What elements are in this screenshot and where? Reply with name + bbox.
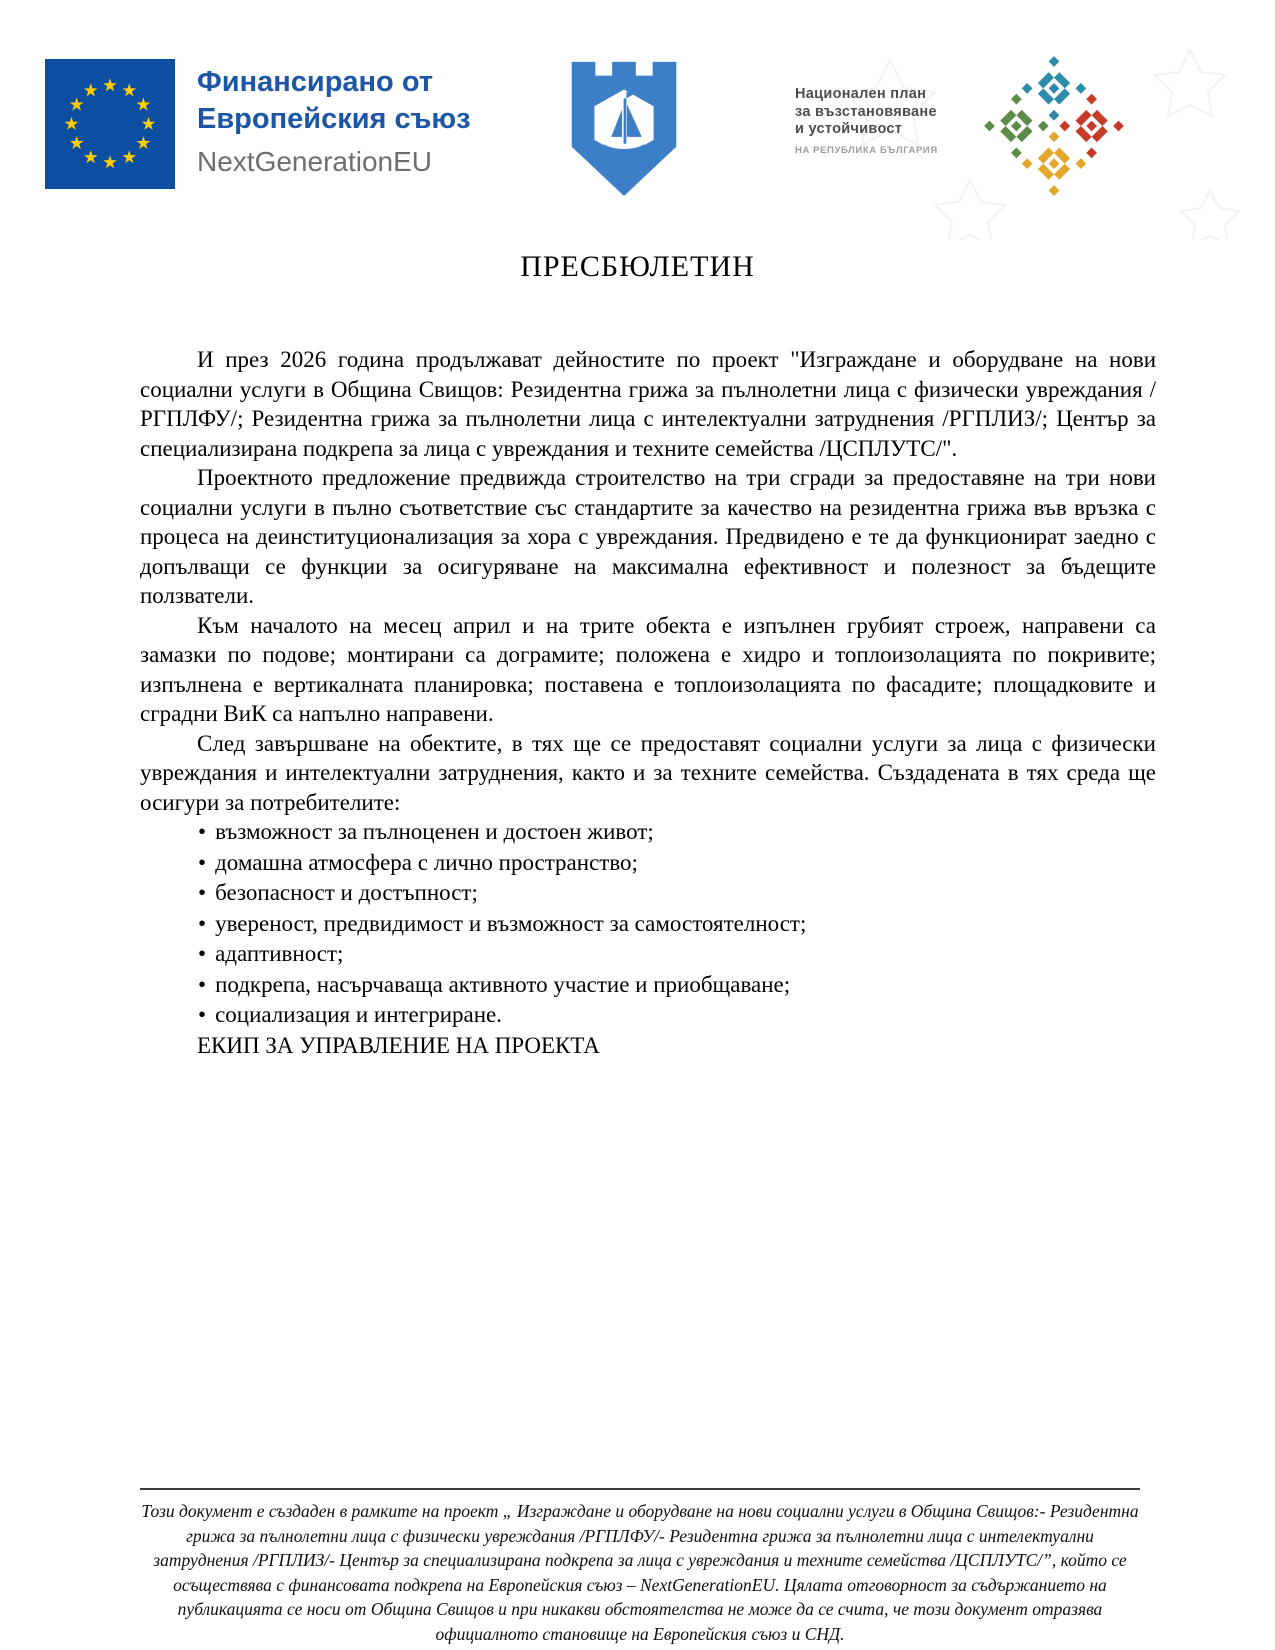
list-item: [198, 1000, 1156, 1031]
list-item-text: адаптивност;: [215, 941, 344, 966]
page-title: ПРЕСБЮЛЕТИН: [520, 250, 755, 283]
list-item-text: безопасност и достъпност;: [215, 880, 478, 905]
bullet-icon: •: [198, 1002, 207, 1027]
svishtov-coat-of-arms-icon: [558, 52, 690, 200]
list-item: [198, 848, 1156, 879]
list-item-text: социализация и интегриране.: [215, 1002, 502, 1027]
npvu-mosaic-logo-icon: [978, 50, 1130, 202]
list-item-text: увереност, предвидимост и възможност за самостоятелност;: [215, 910, 807, 936]
paragraph-services-after-completion: След завършване на обектите, в тях ще се предоставят социални услуги за лица с физически увреждания и интелектуални затруднения, както и за техните семейства. Създадената в тях среда ще осигури за потребителите:: [140, 730, 1156, 815]
list-item-text: подкрепа, насърчаваща активното участие и приобщаване;: [215, 971, 791, 997]
npvu-line4: НА РЕПУБЛИКА БЪЛГАРИЯ: [795, 144, 938, 156]
npvu-text-block: [795, 86, 938, 156]
document-body: [140, 345, 1156, 1060]
list-item: [198, 939, 1156, 970]
team-heading: ЕКИП ЗА УПРАВЛЕНИЕ НА ПРОЕКТА: [197, 1032, 600, 1058]
list-item-text: домашна атмосфера с лично пространство;: [215, 849, 638, 875]
list-item: [198, 878, 1156, 909]
npvu-line2: за възстановяване: [795, 103, 937, 120]
nextgenerationeu-label: NextGenerationEU: [197, 146, 433, 177]
paragraph-construction-status: Към началото на месец април и на трите обекта е изпълнен грубият строеж, направени са замазки по подове; монтирани са дограмите; положена е хидро и топлоизолацията по покривите; изпълнена е вертикалната планировка; поставена е топлоизолацията по фасадите; площадковите и сградни ВиК са напълно направени.: [140, 612, 1156, 726]
npvu-line3: и устойчивост: [795, 121, 903, 137]
bullet-icon: •: [198, 819, 207, 844]
bullet-icon: •: [198, 880, 207, 905]
footer-disclaimer: Този документ е създаден в рамките на проект „ Изграждане и оборудване на нови социални услуги в Община Свищов:- Резидентна грижа за пълнолетни лица с физически увреждания /РГПЛФУ/- Резидентна грижа за пълнолетни лица с интелектуални затруднения /РГПЛИЗ/- Център за специализирана подкрепа за лица с увреждания и техните семейства /ЦСПЛУТС/”, който се осъществява с финансовата подкрепа на Европейския съюз – NextGenerationEU. Цялата отговорност за съдържанието на публикацията се носи от Община Свищов и при никакви обстоятелства не може да се счита, че този документ отразява официалното становище на Европейския съюз и СНД.: [140, 1488, 1140, 1646]
list-item: [198, 970, 1156, 1001]
bullet-icon: •: [198, 971, 207, 997]
bullet-icon: •: [198, 849, 207, 875]
eu-funding-text: [197, 58, 471, 179]
eu-flag-icon: [45, 58, 175, 190]
bullet-icon: •: [198, 941, 207, 966]
bullet-icon: •: [198, 910, 207, 936]
eu-funded-line2: Европейския съюз: [197, 103, 471, 135]
paragraph-project-intro: И през 2026 година продължават дейностите по проект "Изграждане и оборудване на нови социални услуги в Община Свищов: Резидентна грижа за пълнолетни лица с физически увреждания /РГПЛФУ/; Резидентна грижа за пълнолетни лица с интелектуални затруднения /РГПЛИЗ/; Център за специализирана подкрепа за лица с увреждания и техните семейства /ЦСПЛУТС/".: [140, 347, 1156, 461]
npvu-line1: Национален план: [795, 86, 927, 102]
list-item-text: възможност за пълноценен и достоен живот;: [215, 819, 654, 844]
eu-funding-logo-block: [45, 58, 471, 190]
paragraph-project-proposal: Проектното предложение предвижда строителство на три сгради за предоставяне на три нови социални услуги в пълно съответствие със стандартите за качество на резидентна грижа във връзка с процеса на деинституционализация за хора с увреждания. Предвидено е те да функционират заедно с допълващи се функции за осигуряване на максимална ефективност и полезност за бъдещите ползватели.: [140, 465, 1156, 608]
list-item: [198, 817, 1156, 848]
eu-funded-line1: Финансирано от: [197, 66, 434, 98]
list-item: [198, 909, 1156, 940]
benefits-list: [140, 817, 1156, 1031]
